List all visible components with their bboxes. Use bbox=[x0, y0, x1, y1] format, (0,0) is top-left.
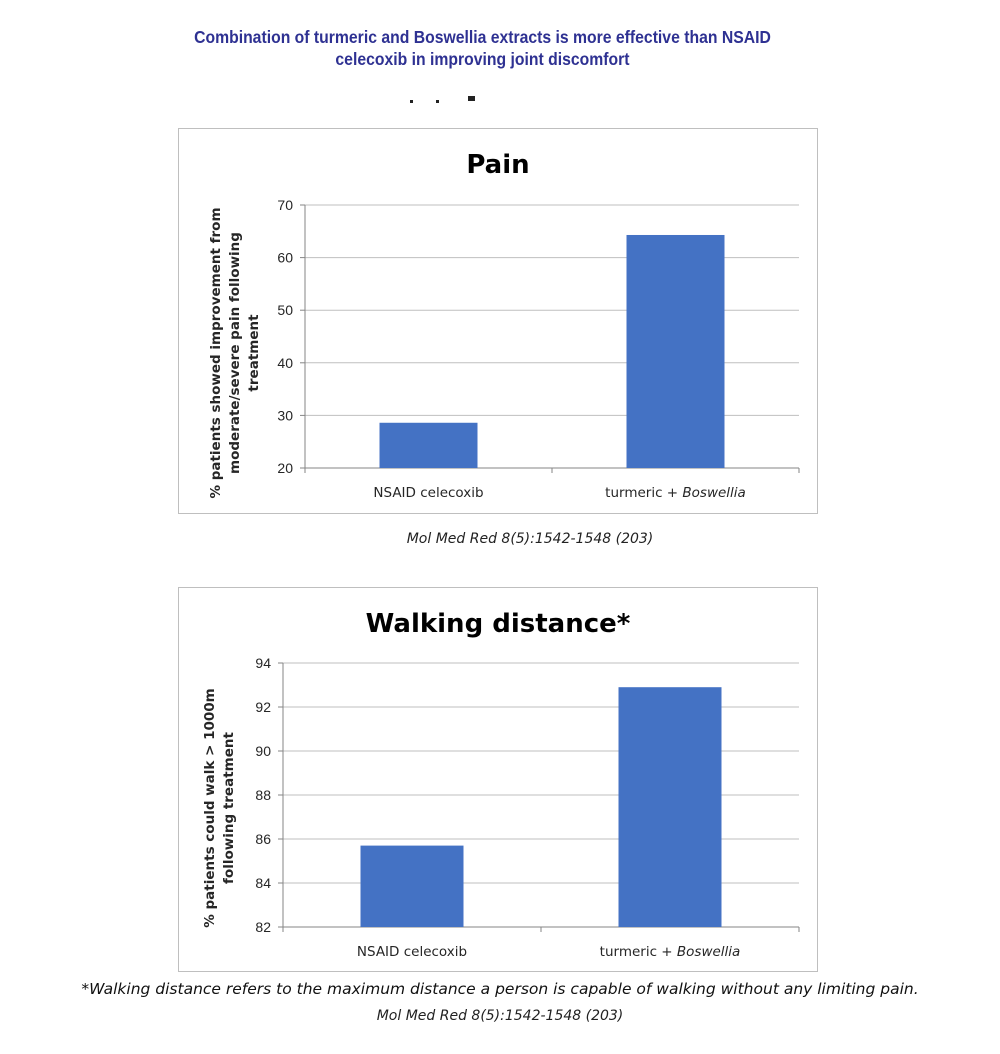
y-tick-label: 84 bbox=[255, 875, 271, 891]
y-tick-label: 86 bbox=[255, 831, 271, 847]
bar-turmeric-boswellia bbox=[619, 687, 722, 927]
y-tick-label: 20 bbox=[277, 460, 293, 476]
x-category-label bbox=[605, 485, 746, 501]
y-axis-title bbox=[202, 688, 237, 927]
pain-chart bbox=[178, 128, 818, 514]
y-tick-label: 70 bbox=[277, 197, 293, 213]
y-axis-title-line: following treatment bbox=[221, 732, 237, 884]
citation-2: Mol Med Red 8(5):1542-1548 (203) bbox=[376, 1008, 624, 1024]
y-tick-label: 92 bbox=[255, 699, 271, 715]
x-category-label bbox=[357, 944, 467, 960]
y-axis-title-line: % patients showed improvement from bbox=[208, 207, 224, 499]
y-axis-title bbox=[208, 207, 262, 498]
bar-turmeric-boswellia bbox=[627, 235, 725, 468]
page-title-line-2: celecoxib in improving joint discomfort bbox=[335, 49, 630, 69]
y-tick-label: 90 bbox=[255, 743, 271, 759]
walking-distance-chart-svg bbox=[179, 588, 817, 971]
y-tick-label: 30 bbox=[277, 407, 293, 424]
chart-title: Walking distance* bbox=[365, 609, 631, 639]
y-axis-title-line: treatment bbox=[246, 314, 262, 392]
x-category-label-italic: Boswellia bbox=[682, 485, 746, 501]
x-category-label-italic: Boswellia bbox=[676, 944, 741, 960]
y-tick-label: 94 bbox=[255, 655, 271, 671]
pain-chart-svg bbox=[179, 129, 817, 513]
x-category-label-text: turmeric + bbox=[599, 944, 677, 960]
y-tick-label: 82 bbox=[255, 919, 271, 935]
footnote: *Walking distance refers to the maximum distance a person is capable of walking without any limiting pain. bbox=[81, 980, 919, 998]
citation-1: Mol Med Red 8(5):1542-1548 (203) bbox=[406, 531, 654, 547]
x-category-label bbox=[600, 944, 741, 960]
x-category-label-text: NSAID celecoxib bbox=[356, 944, 468, 960]
bar-nsaid-celecoxib bbox=[361, 846, 464, 927]
y-axis-title-line: % patients could walk > 1000m bbox=[202, 688, 218, 928]
page-title-line-1: Combination of turmeric and Boswellia extracts is more effective than NSAID bbox=[194, 27, 771, 47]
y-tick-label: 50 bbox=[277, 302, 293, 319]
walking-distance-chart bbox=[178, 587, 818, 972]
x-category-label bbox=[373, 485, 483, 501]
y-axis-title-line: moderate/severe pain following bbox=[227, 232, 243, 474]
page-title bbox=[48, 26, 917, 70]
y-tick-label: 40 bbox=[277, 354, 293, 371]
cropped-text-fragment bbox=[408, 96, 488, 106]
x-category-label-text: NSAID celecoxib bbox=[373, 485, 484, 501]
chart-title: Pain bbox=[466, 150, 530, 180]
y-tick-label: 88 bbox=[255, 787, 271, 803]
x-category-label-text: turmeric + bbox=[605, 485, 683, 501]
y-tick-label: 60 bbox=[277, 249, 293, 266]
bar-nsaid-celecoxib bbox=[380, 423, 478, 468]
